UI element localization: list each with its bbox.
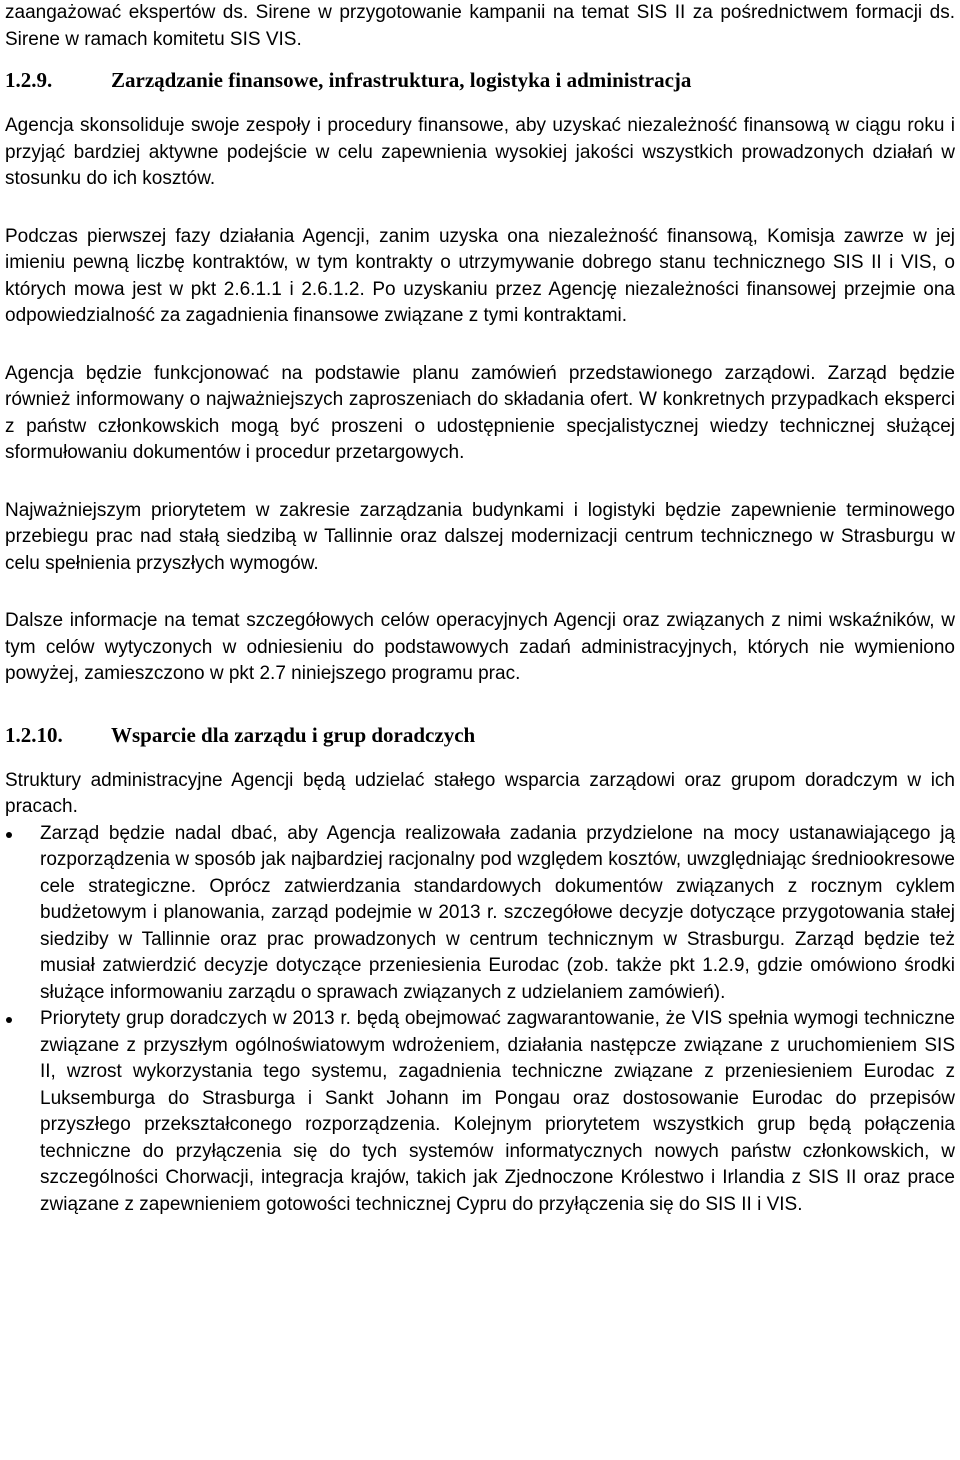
list-item	[5, 821, 955, 1007]
bullet-icon	[6, 832, 12, 838]
intro-paragraph: zaangażować ekspertów ds. Sirene w przygotowanie kampanii na temat SIS II za pośrednictwem formacji ds. Sirene w ramach komitetu SIS VIS.	[5, 2, 955, 50]
bullet-icon	[6, 1017, 12, 1023]
paragraph: Podczas pierwszej fazy działania Agencji, zanim uzyska ona niezależność finansową, Komisja zawrze w jej imieniu pewną liczbę kontraktów, w tym kontrakty o utrzymywanie dobrego stanu technicznego SIS II i VIS, o których mowa jest w pkt 2.6.1.1 i 2.6.1.2. Po uzyskaniu przez Agencję niezależności finansowej przejmie ona odpowiedzialność za zagadnienia finansowe związane z tymi kontraktami.	[5, 225, 955, 326]
section-heading-1-2-9	[5, 67, 955, 93]
section-number: 1.2.9.	[5, 68, 53, 92]
paragraph: Agencja będzie funkcjonować na podstawie planu zamówień przedstawionego zarządowi. Zarząd będzie również informowany o najważniejszych zaproszeniach do składania ofert. W konkretnych przypadkach eksperci z państw członkowskich mogą być proszeni o udostępnienie specjalistycznej wiedzy technicznej służącej sformułowaniu dokumentów i procedur przetargowych.	[5, 362, 955, 463]
paragraph: Struktury administracyjne Agencji będą udzielać stałego wsparcia zarządowi oraz grupom doradczym w ich pracach.	[5, 769, 955, 817]
bullet-list	[5, 821, 955, 1219]
list-item	[5, 1006, 955, 1218]
document-page	[5, 0, 955, 1218]
section-title: Zarządzanie finansowe, infrastruktura, logistyka i administracja	[111, 68, 692, 92]
paragraph: Dalsze informacje na temat szczegółowych celów operacyjnych Agencji oraz związanych z nimi wskaźników, w tym celów wytyczonych w odniesieniu do podstawowych zadań administracyjnych, których nie wymieniono powyżej, zamieszczono w pkt 2.7 niniejszego programu prac.	[5, 610, 955, 684]
section-number: 1.2.10.	[5, 722, 63, 747]
list-item-text: Priorytety grup doradczych w 2013 r. będą obejmować zagwarantowanie, że VIS spełnia wymogi techniczne związane z przyszłym ogólnoświatowym wdrożeniem, działania następcze związane z uruchomieniem SIS II, wzrost wykorzystania tego systemu, zagadnienia techniczne związane z przeniesieniem Eurodac z Luksemburga do Strasburga i Sankt Johann im Pongau oraz dostosowanie Eurodac do przepisów przyszłego przekształconego rozporządzenia. Kolejnym priorytetem wszystkich grup będą połączenia techniczne do przyłączenia się do tych systemów informatycznych nowych państw członkowskich, w szczególności Chorwacji, integracja krajów, takich jak Zjednoczone Królestwo i Irlandia z SIS II oraz prace związane z zapewnieniem gotowości technicznej Cypru do przyłączenia się do SIS II i VIS.	[40, 1008, 955, 1215]
paragraph: Agencja skonsoliduje swoje zespoły i procedury finansowe, aby uzyskać niezależność finansową w ciągu roku i przyjąć bardziej aktywne podejście w celu zapewnienia wysokiej jakości wszystkich prowadzonych działań w stosunku do ich kosztów.	[5, 115, 955, 189]
list-item-text: Zarząd będzie nadal dbać, aby Agencja realizowała zadania przydzielone na mocy ustanawiającego ją rozporządzenia w sposób jak najbardziej racjonalny pod względem kosztów, uwzględniając średniookresowe cele strategiczne. Oprócz zatwierdzania standardowych dokumentów związanych z rocznym cyklem budżetowym i planowania, zarząd podejmie w 2013 r. szczegółowe decyzje dotyczące przygotowania stałej siedziby w Tallinnie oraz prac prowadzonych w centrum technicznym w Strasburgu. Zarząd będzie też musiał zatwierdzić decyzje dotyczące przeniesienia Eurodac (zob. także pkt 1.2.9, gdzie omówiono środki służące informowaniu zarządu o sprawach związanych z udzielaniem zamówień).	[40, 822, 955, 1003]
section-title: Wsparcie dla zarządu i grup doradczych	[111, 722, 476, 747]
paragraph: Najważniejszym priorytetem w zakresie zarządzania budynkami i logistyki będzie zapewnienie terminowego przebiegu prac nad stałą siedzibą w Tallinnie oraz dalszej modernizacji centrum technicznego w Strasburgu w celu spełnienia przyszłych wymogów.	[5, 499, 955, 574]
section-heading-1-2-10	[5, 722, 955, 748]
